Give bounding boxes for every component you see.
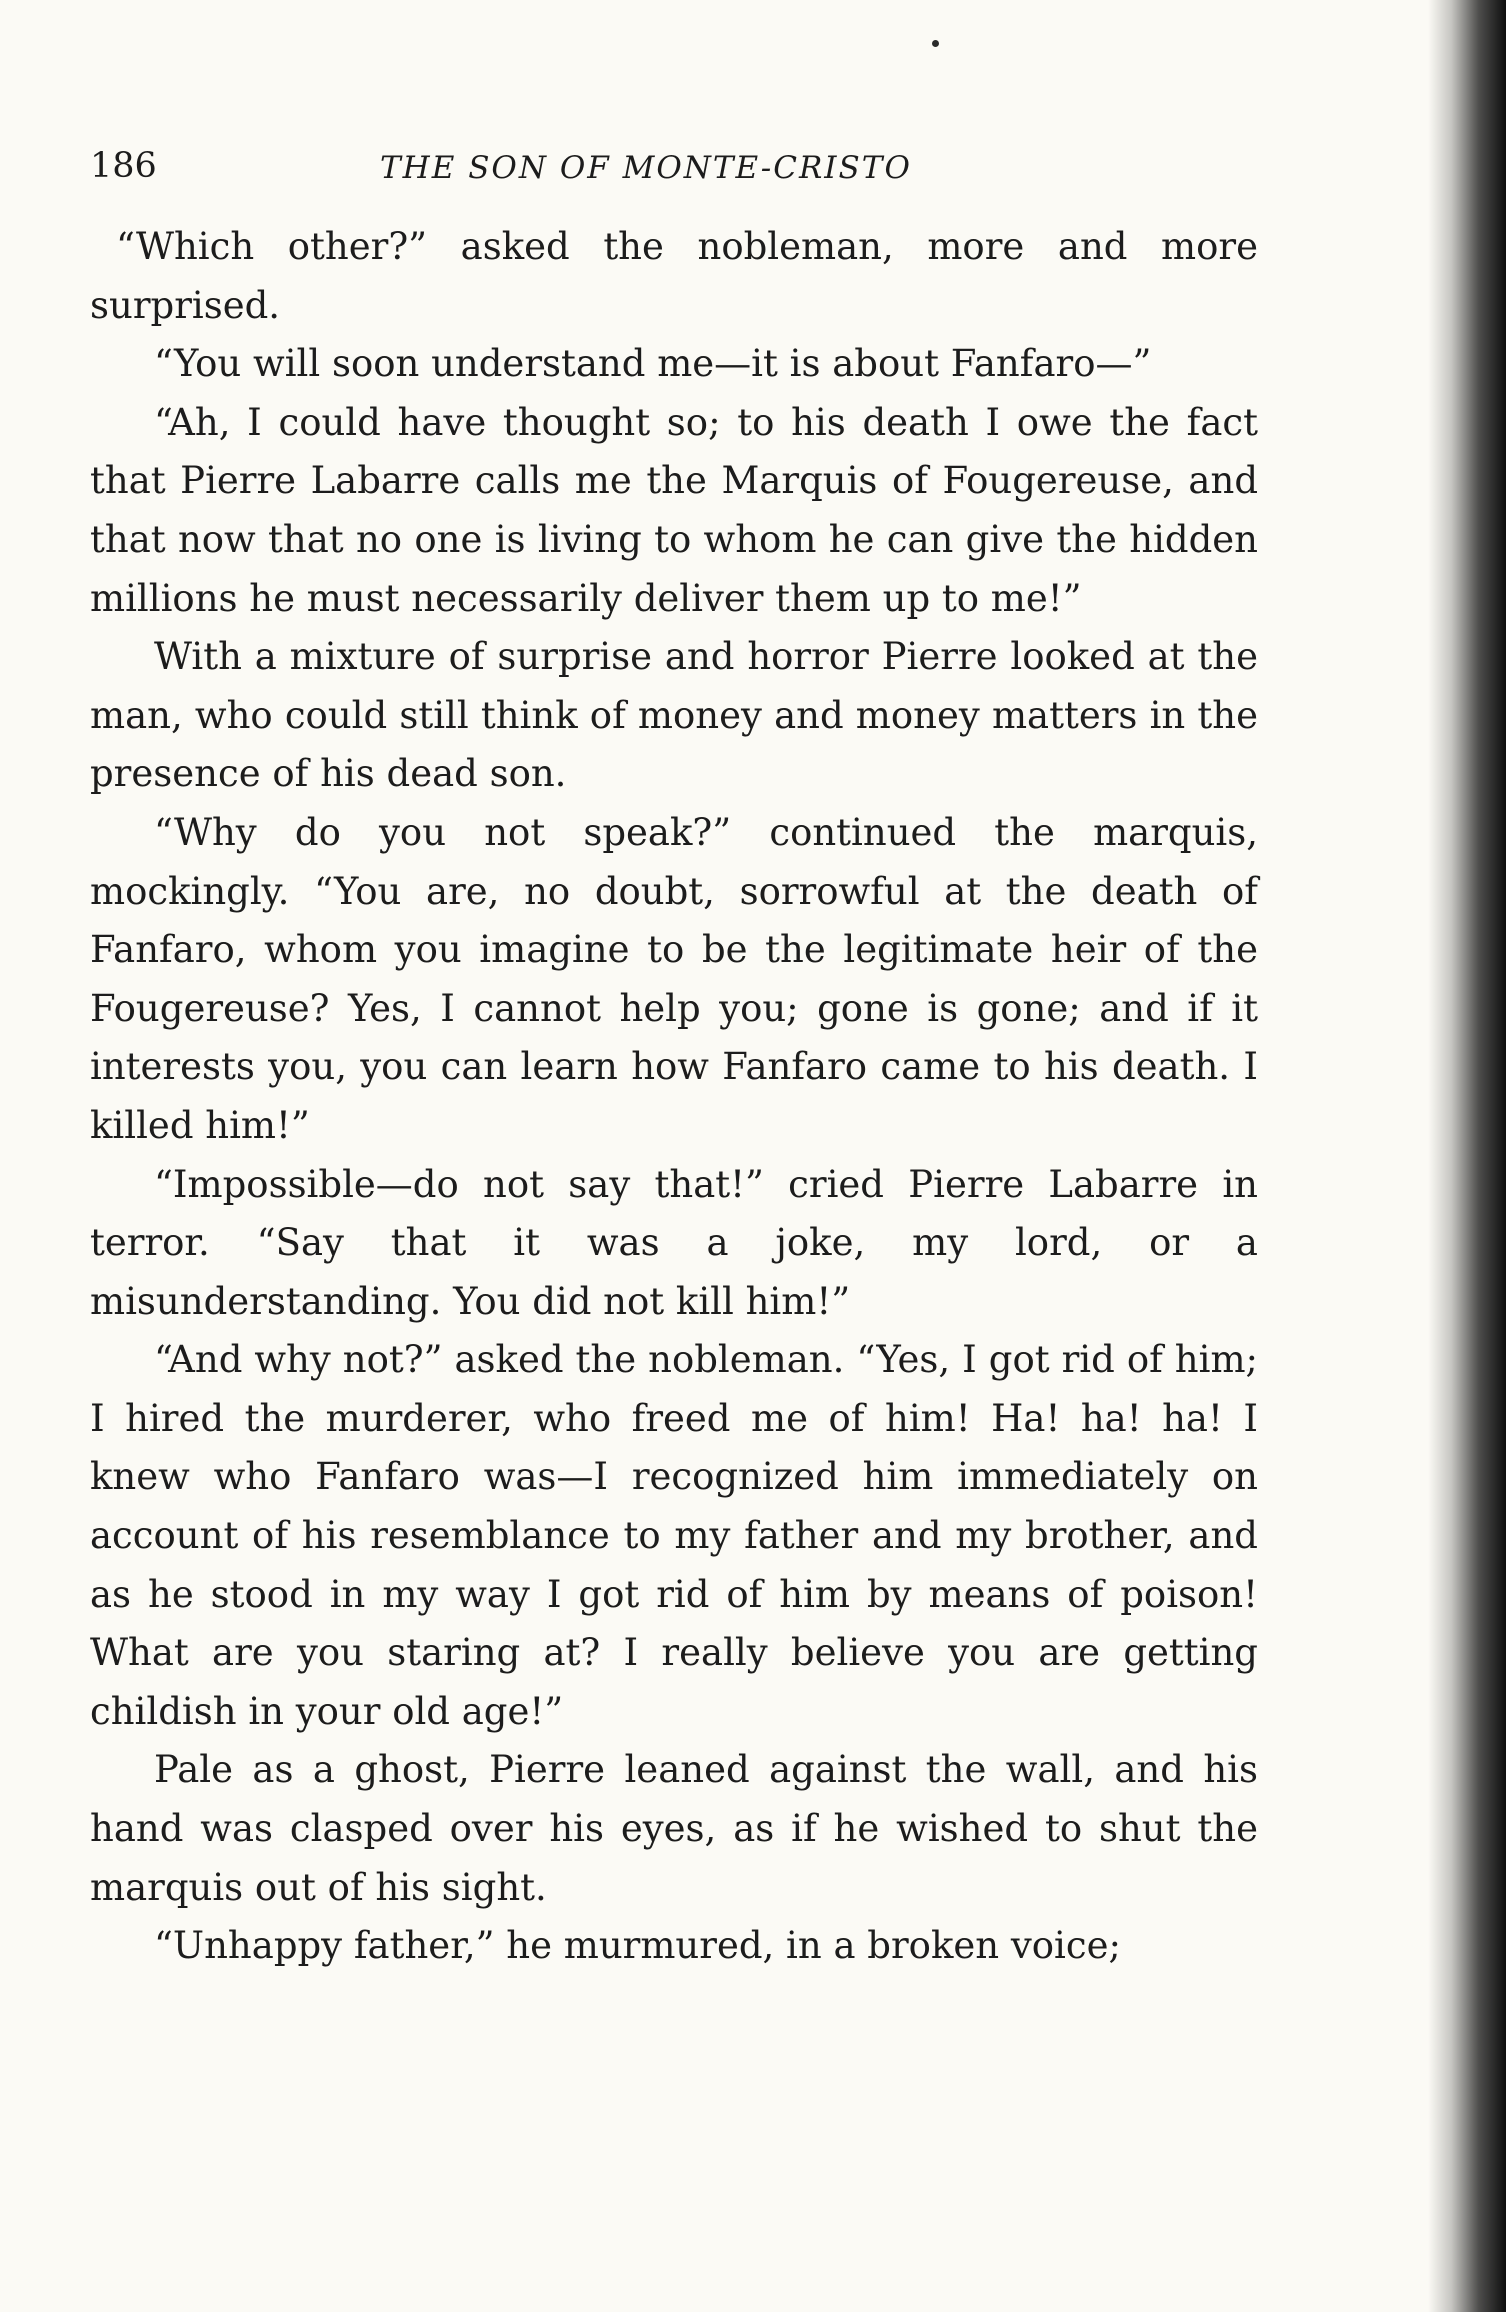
paragraph: “You will soon understand me—it is about Fanfaro—” [154, 342, 1152, 386]
page-number: 186 [90, 146, 157, 186]
running-title: THE SON OF MONTE-CRISTO [380, 150, 912, 186]
paragraph: “Ah, I could have thought so; to his death I owe the fact that Pierre Labarre calls me the Marquis of Fougereuse, and that now that no one is living to whom he can give the hidden millions he must necessarily deliver them up to me!” [90, 400, 1258, 620]
body-text [90, 218, 1258, 1976]
page-header [90, 136, 1270, 196]
paragraph: Pale as a ghost, Pierre leaned against the wall, and his hand was clasped over his eyes, as if he wished to shut the marquis out of his sight. [90, 1748, 1258, 1909]
paragraph: “Unhappy father,” he murmured, in a broken voice; [154, 1924, 1121, 1968]
ink-speck [932, 40, 939, 47]
paragraph: “Which other?” asked the nobleman, more and more surprised. [90, 225, 1258, 327]
paragraph: “And why not?” asked the nobleman. “Yes, I got rid of him; I hired the murderer, who freed me of him! Ha! ha! ha! I knew who Fanfaro was—I recognized him immediately on account of his resemblance to my father and my brother, and as he stood in my way I got rid of him by means of poison! What are you staring at? I really believe you are getting childish in your old age!” [90, 1338, 1258, 1733]
paragraph: “Impossible—do not say that!” cried Pierre Labarre in terror. “Say that it was a joke, my lord, or a misunderstanding. You did not kill him!” [90, 1162, 1258, 1323]
paragraph: “Why do you not speak?” continued the marquis, mockingly. “You are, no doubt, sorrowful at the death of Fanfaro, whom you imagine to be the legitimate heir of the Fougereuse? Yes, I cannot help you; gone is gone; and if it interests you, you can learn how Fanfaro came to his death. I killed him!” [90, 810, 1258, 1147]
page-edge-shadow [1428, 0, 1506, 2312]
paragraph: With a mixture of surprise and horror Pierre looked at the man, who could still think of money and money matters in the presence of his dead son. [90, 635, 1258, 796]
